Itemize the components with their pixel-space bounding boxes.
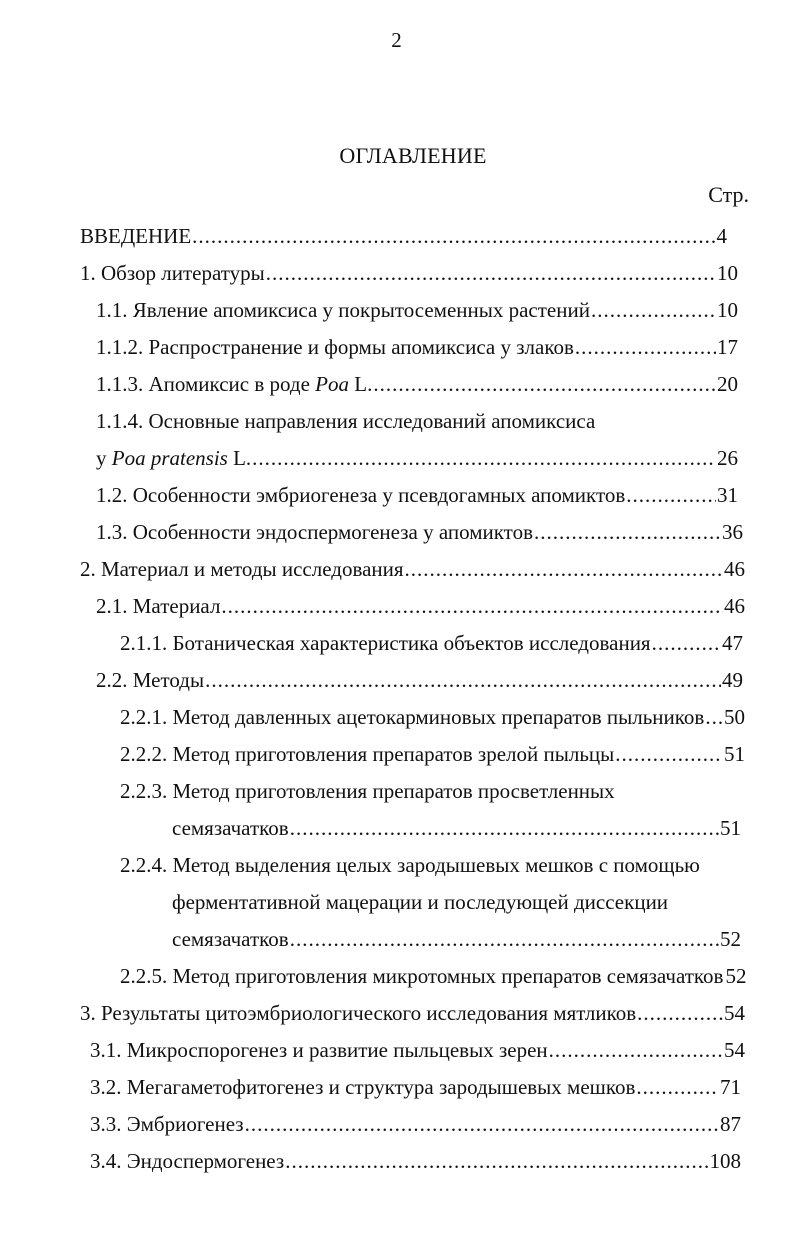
toc-entry-1-1-3[interactable]: 1.1.3. Апомиксис в роде Poa L. ..... 20	[96, 369, 738, 399]
toc-entry-2-2-3[interactable]: семязачатков ..... 51	[172, 813, 741, 843]
toc-entry-1-1[interactable]: 1.1. Явление апомиксиса у покрытосеменных растений ..... 10	[96, 295, 738, 325]
toc-entry-3-2[interactable]: 3.2. Мегагаметофитогенез и структура зародышевых мешков ..... 71	[90, 1072, 741, 1102]
page-title: ОГЛАВЛЕНИЕ	[339, 143, 487, 168]
toc-entry-2-2-5[interactable]: 2.2.5. Метод приготовления микротомных препаратов семязачатков 52	[120, 964, 747, 988]
toc-entry-2-1[interactable]: 2.1. Материал ..... 46	[96, 591, 745, 621]
toc-entry-intro[interactable]: ВВЕДЕНИЕ ..... 4	[80, 221, 727, 251]
toc-entry-3[interactable]: 3. Результаты цитоэмбриологического исследования мятликов ..... 54	[80, 998, 745, 1028]
toc-entry-3-1[interactable]: 3.1. Микроспорогенез и развитие пыльцевых зерен ..... 54	[90, 1035, 745, 1065]
page-column-label: Стр.	[708, 182, 749, 207]
toc-entry-2-2-1[interactable]: 2.2.1. Метод давленных ацетокарминовых препаратов пыльников ..... 50	[120, 702, 745, 732]
toc-entry-1-3[interactable]: 1.3. Особенности эндоспермогенеза у апомиктов ..... 36	[96, 517, 743, 547]
toc-entry-2-2-4-line1: 2.2.4. Метод выделения целых зародышевых мешков с помощью	[120, 853, 700, 877]
toc-entry-2-2-3-line: 2.2.3. Метод приготовления препаратов просветленных	[120, 779, 615, 803]
toc-entry-2-2-2[interactable]: 2.2.2. Метод приготовления препаратов зрелой пыльцы ..... 51	[120, 739, 745, 769]
toc-entry-1-1-2[interactable]: 1.1.2. Распространение и формы апомиксиса у злаков ..... 17	[96, 332, 738, 362]
toc-entry-2-2-4[interactable]: семязачатков ..... 52	[172, 924, 741, 954]
page-number: 2	[391, 28, 402, 52]
toc-entry-1[interactable]: 1. Обзор литературы ..... 10	[80, 258, 738, 288]
toc-entry-2-2[interactable]: 2.2. Методы ..... 49	[96, 665, 743, 695]
toc-entry-2-1-1[interactable]: 2.1.1. Ботаническая характеристика объектов исследования ..... 47	[120, 628, 743, 658]
toc-entry-2[interactable]: 2. Материал и методы исследования ..... 46	[80, 554, 745, 584]
toc-entry-3-3[interactable]: 3.3. Эмбриогенез ..... 87	[90, 1109, 741, 1139]
toc-entry-1-1-4-line: 1.1.4. Основные направления исследований апомиксиса	[96, 409, 596, 433]
toc-entry-2-2-4-line2: ферментативной мацерации и последующей диссекции	[172, 890, 669, 914]
toc-entry-1-1-4[interactable]: у Poa pratensis L. ..... 26	[96, 443, 738, 473]
toc-entry-1-2[interactable]: 1.2. Особенности эмбриогенеза у псевдогамных апомиктов ..... 31	[96, 480, 738, 510]
toc-entry-3-4[interactable]: 3.4. Эндоспермогенез ..... 108	[90, 1146, 741, 1176]
